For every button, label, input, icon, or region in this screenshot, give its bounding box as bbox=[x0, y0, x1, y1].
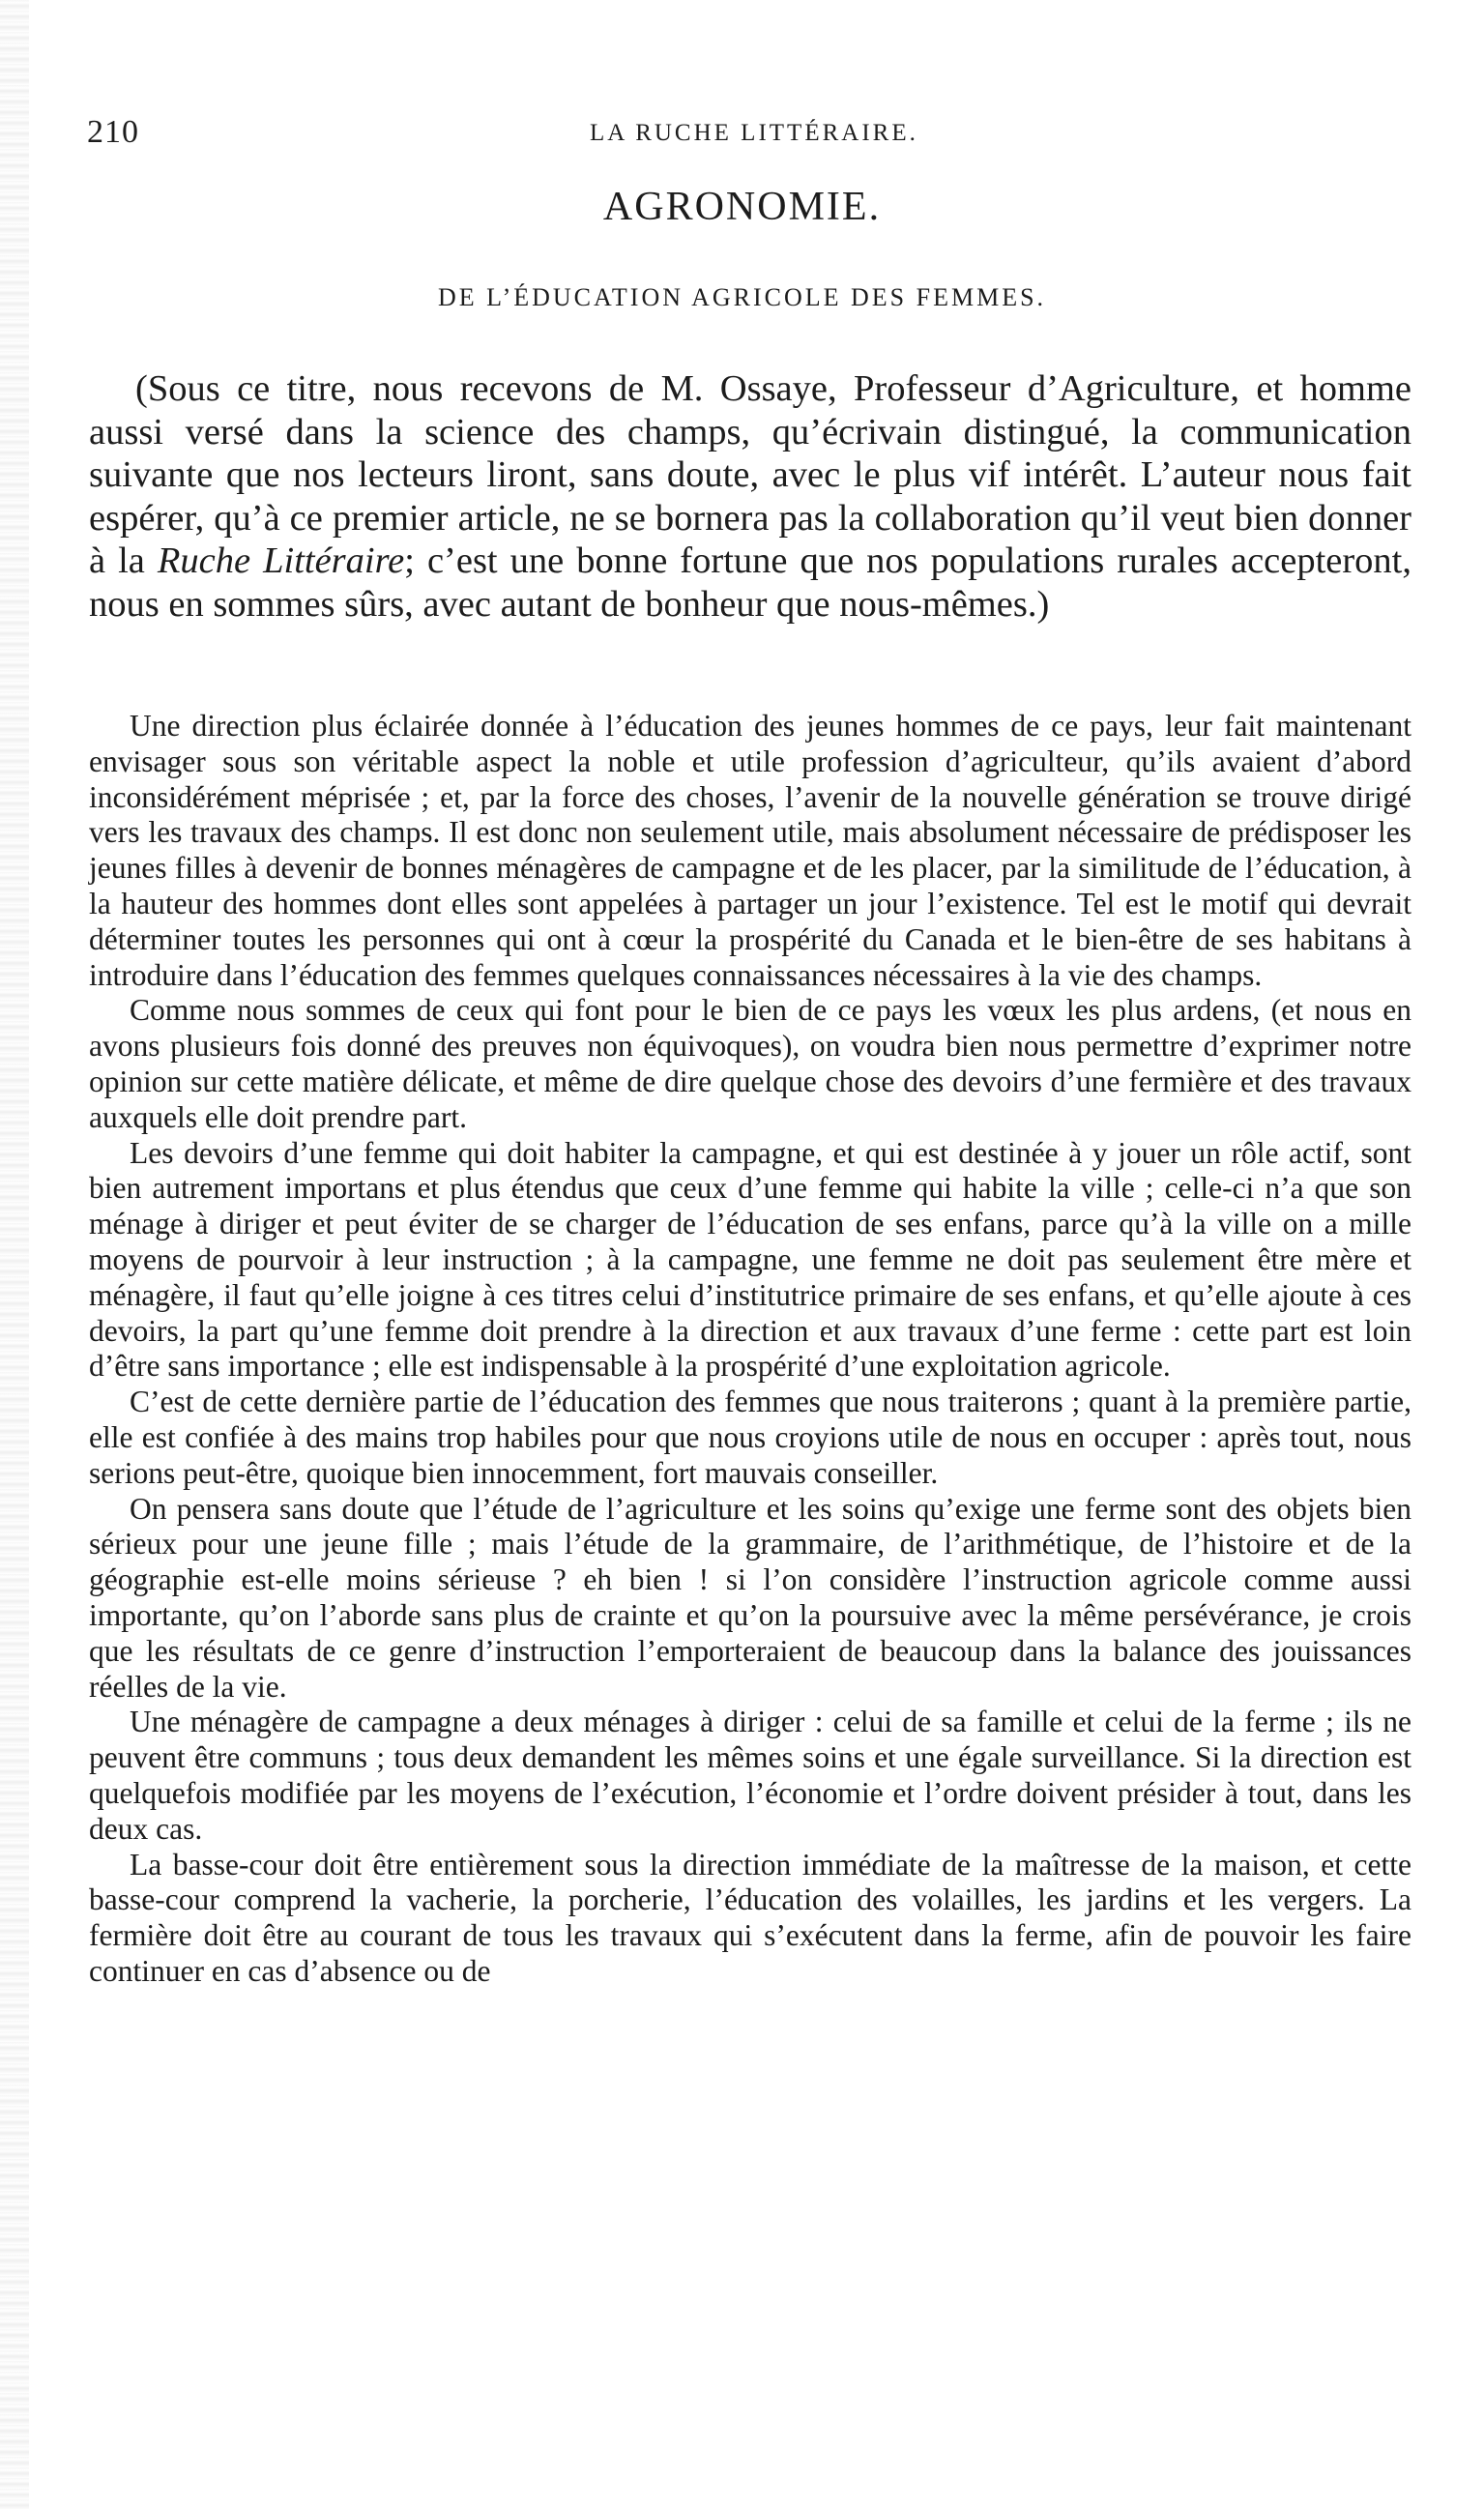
paragraph-1: Une direction plus éclairée donnée à l’éducation des jeunes hommes de ce pays, leur fait maintenant envisager sous son véritable aspect la noble et utile profession d’agriculteur, qu’ils avaient d’abord inconsidérément méprisée ; et, par la force des choses, l’avenir de la nouvelle génération se trouve dirigé vers les travaux des champs. Il est donc non seulement utile, mais absolument nécessaire de prédisposer les jeunes filles à devenir de bonnes ménagères de campagne et de les placer, par la similitude de l’éducation, à la hauteur des hommes dont elles sont appelées à partager un jour l’existence. Tel est le motif qui devrait déterminer toutes les personnes qui ont à cœur la prospérité du Canada et le bien-être de ses habitans à introduire dans l’éducation des femmes quelques connaissances nécessaires à la vie des champs. bbox=[89, 709, 1411, 992]
scan-edge-noise bbox=[0, 0, 29, 2509]
paragraph-6: Une ménagère de campagne a deux ménages à diriger : celui de sa famille et celui de la ferme ; ils ne peuvent être communs ; tous deux demandent les mêmes soins et une égale surveillance. Si la direction est quelquefois modifiée par les moyens de l’exécution, l’économie et l’ordre doivent présider à tout, dans les deux cas. bbox=[89, 1705, 1411, 1846]
article-title: DE L’ÉDUCATION AGRICOLE DES FEMMES. bbox=[437, 283, 1047, 311]
paragraph-2: Comme nous sommes de ceux qui font pour le bien de ce pays les vœux les plus ardens, (et nous en avons plusieurs fois donné des preuves non équivoques), on voudra bien nous permettre d’exprimer notre opinion sur cette matière délicate, et même de dire quelque chose des devoirs d’une fermière et des travaux auxquels elle doit prendre part. bbox=[89, 993, 1411, 1134]
page-number: 210 bbox=[87, 114, 139, 150]
page-header bbox=[87, 114, 1402, 153]
section-title: AGRONOMIE. bbox=[602, 185, 882, 229]
journal-name: Ruche Littéraire bbox=[157, 540, 405, 582]
paragraph-3: Les devoirs d’une femme qui doit habiter la campagne, et qui est destinée à y jouer un rôle actif, sont bien autrement importans et plus étendus que ceux d’une femme qui habite la ville ; celle-ci n’a que son ménage à diriger et peut éviter de se charger de l’éducation de ses enfans, parce qu’à la ville on a mille moyens de pourvoir à leur instruction ; à la campagne, une femme ne doit pas seulement être mère et ménagère, il faut qu’elle joigne à ces titres celui d’institutrice primaire de ses enfans, et qu’elle ajoute à ces devoirs, la part qu’une femme doit prendre à la direction et aux travaux d’une ferme : cette part est loin d’être sans importance ; elle est indispensable à la prospérité d’une exploitation agricole. bbox=[89, 1135, 1411, 1384]
article-body bbox=[89, 709, 1411, 1990]
paragraph-5: On pensera sans doute que l’étude de l’agriculture et les soins qu’exige une ferme sont des objets bien sérieux pour une jeune fille ; mais l’étude de la grammaire, de l’arithmétique, de l’histoire et de la géographie est-elle moins sérieuse ? eh bien ! si l’on considère l’instruction agricole comme aussi importante, qu’on l’aborde sans plus de crainte et qu’on la poursuive avec la même persévérance, je crois que les résultats de ce genre d’instruction l’emporteraient de beaucoup dans la balance des jouissances réelles de la vie. bbox=[89, 1491, 1411, 1704]
editor-introduction bbox=[89, 367, 1411, 627]
paragraph-4: C’est de cette dernière partie de l’éducation des femmes que nous traiterons ; quant à la première partie, elle est confiée à des mains trop habiles pour que nous croyions utile de nous en occuper : après tout, nous serions peut-être, quoique bien innocemment, fort mauvais conseiller. bbox=[89, 1385, 1411, 1490]
running-head: LA RUCHE LITTÉRAIRE. bbox=[590, 120, 918, 146]
paragraph-7: La basse-cour doit être entièrement sous la direction immédiate de la maîtresse de la maison, et cette basse-cour comprend la vacherie, la porcherie, l’éducation des volailles, les jardins et les vergers. La fermière doit être au courant de tous les travaux qui s’exécutent dans la ferme, afin de pouvoir les faire continuer en cas d’absence ou de bbox=[89, 1847, 1411, 1988]
intro-text-part-2: ; c’est une bonne fortune que nos populations rurales accepteront, nous en sommes sûrs, avec autant de bonheur que nous-mêmes.) bbox=[89, 540, 1412, 625]
intro-text-part-1: (Sous ce titre, nous recevons de M. Ossaye, Professeur d’Agriculture, et homme aussi versé dans la science des champs, qu’écrivain distingué, la communication suivante que nos lecteurs liront, sans doute, avec le plus vif intérêt. L’auteur nous fait espérer, qu’à ce premier article, ne se bornera pas la collaboration qu’il veut bien donner à la bbox=[89, 368, 1411, 582]
